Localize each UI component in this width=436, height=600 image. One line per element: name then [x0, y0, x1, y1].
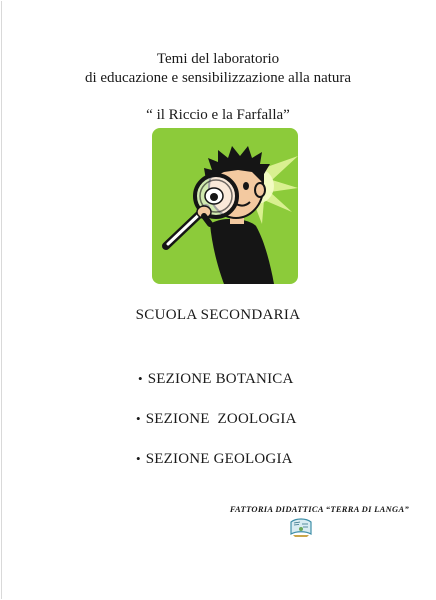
section-label: SEZIONE ZOOLOGIA [145, 411, 297, 427]
section-botanica [138, 371, 294, 388]
farm-logo-icon [288, 516, 314, 538]
title-line-1: Temi del laboratorio [156, 51, 280, 67]
project-name: “ il Riccio e la Farfalla” [146, 107, 290, 123]
section-geologia [136, 451, 293, 468]
bullet: • [136, 451, 141, 466]
section-zoologia [136, 411, 297, 428]
title-line-2: di educazione e sensibilizzazione alla natura [84, 70, 352, 86]
child-with-magnifying-glass-icon [152, 128, 298, 284]
school-level: SCUOLA SECONDARIA [135, 307, 301, 323]
farm-name: FATTORIA DIDATTICA “TERRA DI LANGA” [229, 504, 409, 514]
bullet: • [138, 371, 143, 386]
bullet: • [136, 411, 141, 426]
section-label: SEZIONE GEOLOGIA [145, 451, 293, 467]
document-title [0, 50, 436, 88]
section-label: SEZIONE BOTANICA [147, 371, 294, 387]
